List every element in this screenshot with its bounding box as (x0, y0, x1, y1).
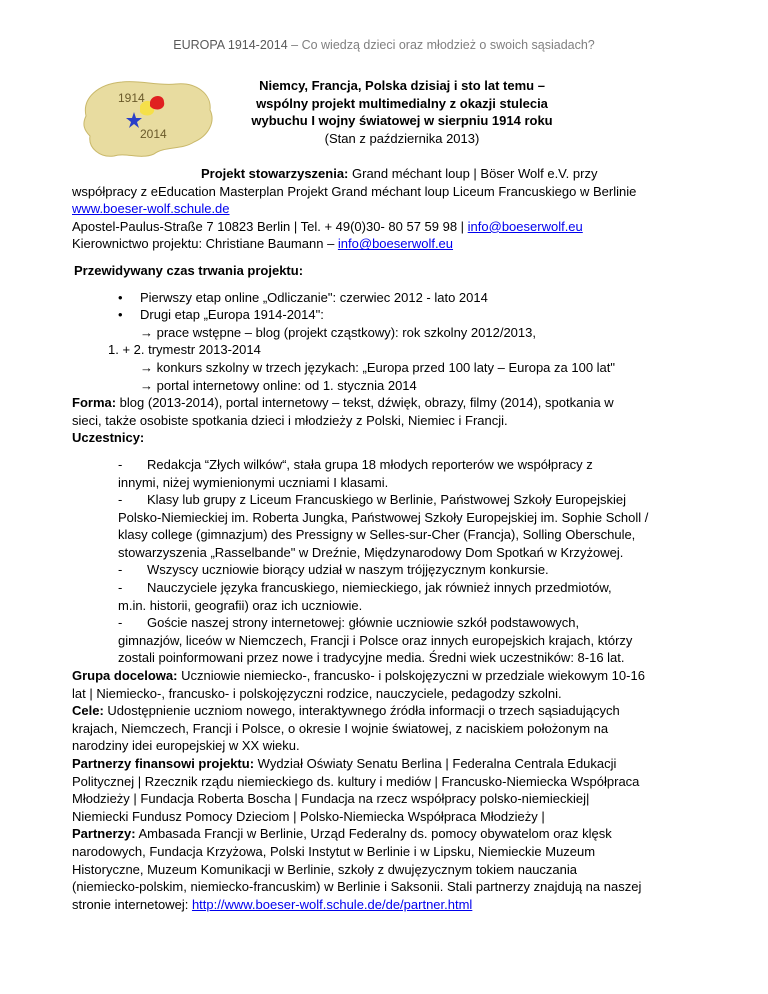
duration-bullet-1: • Pierwszy etap online „Odliczanie": czerwiec 2012 - lato 2014 (72, 289, 704, 307)
participant-item-cont: m.in. historii, geografii) oraz ich uczniowie. (118, 597, 363, 613)
title-line-1: Niemcy, Francja, Polska dzisiaj i sto lat temu – (259, 78, 545, 93)
form-text-2: sieci, także osobiste spotkania dzieci i młodzieży z Polski, Niemiec i Francji. (72, 412, 508, 428)
duration-arrow-2: → konkurs szkolny w trzech językach: „Europa przed 100 laty – Europa za 100 lat" (140, 359, 616, 375)
partners-link-line (72, 896, 704, 914)
partners-text-4: (niemiecko-polskim, niemiecko-francuskim) w Berlinie i Saksonii. Stali partnerzy znajdują na naszej (72, 879, 642, 895)
goal-label: Cele: (72, 703, 104, 719)
duration-bullet-2: • Drugi etap „Europa 1914-2014": (72, 306, 704, 324)
project-label: Projekt stowarzyszenia: (201, 166, 349, 181)
participant-item: - Goście naszej strony internetowej: głównie uczniowie szkół podstawowych, (118, 615, 580, 631)
website-link[interactable]: www.boeser-wolf.schule.de (72, 201, 230, 217)
participant-item-cont: stowarzyszenia „Rasselbande" w Dreźnie, Międzynarodowy Dom Spotkań w Krzyżowej. (118, 544, 624, 560)
email-link-2[interactable]: info@boeserwolf.eu (337, 236, 454, 252)
partners-text-3: Historyczne, Muzeum Komunikacji w Berlinie, szkoły z dwujęzycznym tokiem nauczania (72, 861, 578, 877)
address-text: Apostel-Paulus-Straße 7 10823 Berlin | Tel. + 49(0)30- 80 57 59 98 | (72, 218, 468, 234)
title-line-2: wspólny projekt multimedialny z okazji stulecia (256, 95, 548, 111)
participant-item-cont: zostali poinformowani przez nowe i tradycyjne media. Średni wiek uczestników: 8-16 lat. (118, 650, 625, 666)
funding-text-1: Wydział Oświaty Senatu Berlina | Federalna Centrala Edukacji (254, 756, 617, 771)
funding-label: Partnerzy finansowi projektu: (72, 756, 255, 771)
running-title-rest: – Co wiedzą dzieci oraz młodzież o swoich sąsiadach? (287, 38, 595, 52)
europe-map-shape (84, 82, 212, 157)
project-lead-text: Kierownictwo projektu: Christiane Baumann – (72, 236, 338, 252)
funding-text-4: Niemiecki Fundusz Pomocy Dzieciom | Polsko-Niemiecka Współpraca Młodzieży | (72, 808, 545, 824)
participants-label: Uczestnicy: (72, 430, 145, 446)
project-lead-line (72, 235, 704, 253)
participant-item: - Redakcja “Złych wilków“, stała grupa 18 młodych reporterów we współpracy z (118, 456, 593, 472)
participant-item: - Wszyscy uczniowie biorący udział w naszym trójjęzycznym konkursie. (118, 562, 549, 578)
address-line (72, 218, 704, 236)
funding-line (72, 755, 704, 773)
goal-text-1: Udostępnienie uczniom nowego, interaktywnego źródła informacji o trzech sąsiadujących (103, 703, 620, 719)
duration-cont-1: 1. + 2. trymestr 2013-2014 (108, 342, 261, 358)
participant-item-cont: innymi, niżej wymienionymi uczniami I klasami. (118, 474, 389, 490)
title-date: (Stan z października 2013) (324, 130, 480, 146)
running-header (0, 38, 768, 52)
partners-text-2: narodowych, Fundacja Krzyżowa, Polski Instytut w Berlinie i w Lipsku, Niemieckie Muzeum (72, 843, 596, 859)
partners-text-1: Ambasada Francji w Berlinie, Urząd Federalny ds. pomocy obywatelom oraz klęsk (135, 826, 612, 842)
participant-item: - Klasy lub grupy z Liceum Francuskiego w Berlinie, Państwowej Szkoły Europejskiej (118, 492, 627, 508)
duration-arrow-1: → prace wstępne – blog (projekt cząstkowy): rok szkolny 2012/2013, (140, 324, 536, 340)
duration-arrow-3: → portal internetowy online: od 1. stycznia 2014 (140, 377, 417, 393)
form-label: Forma: (72, 395, 117, 411)
logo-year-bottom: 2014 (140, 127, 167, 141)
goal-text-3: narodziny idei europejskiej w XX wieku. (72, 738, 300, 754)
document-body (72, 165, 704, 913)
europe-logo (78, 76, 218, 160)
logo-year-top: 1914 (118, 91, 145, 105)
goal-line (72, 702, 704, 720)
project-text-2: współpracy z eEducation Masterplan Projekt Grand méchant loup Liceum Francuskiego w Berlinie (72, 183, 637, 199)
participants-list (72, 456, 704, 667)
project-text-1: Grand méchant loup | Böser Wolf e.V. przy (348, 166, 598, 181)
project-line (72, 165, 704, 183)
form-text-1: blog (2013-2014), portal internetowy – tekst, dźwięk, obrazy, filmy (2014), spotkania w (116, 395, 614, 411)
participant-item: - Nauczyciele języka francuskiego, niemieckiego, jak również innych przedmiotów, (118, 580, 612, 596)
funding-text-2: Politycznej | Rzecznik rządu niemieckiego ds. kultury i mediów | Francusko-Niemiecka Współpraca (72, 773, 640, 789)
partners-text-5: stronie internetowej: (72, 896, 192, 912)
target-text-1: Uczniowie niemiecko-, francusko- i polskojęzyczni w przedziale wiekowym 10-16 (177, 668, 645, 684)
target-text-2: lat | Niemiecko-, francusko- i polskojęzyczni rodzice, nauczyciele, pedagodzy szkolni. (72, 685, 562, 701)
title-line-3: wybuchu I wojny światowej w sierpniu 1914 roku (251, 113, 553, 128)
partners-label: Partnerzy: (72, 826, 136, 842)
participant-item-cont: gimnazjów, liceów w Niemczech, Francji i Polsce oraz innych europejskich krajach, którzy (118, 632, 633, 648)
partners-line (72, 825, 704, 843)
target-label: Grupa docelowa: (72, 668, 178, 684)
participant-item-cont: Polsko-Niemieckiej im. Roberta Jungka, Państwowej Szkoły Europejskiej im. Sophie Scholl / (118, 509, 649, 525)
partners-link[interactable]: http://www.boeser-wolf.schule.de/de/partner.html (191, 896, 473, 912)
funding-text-3: Młodzieży | Fundacja Roberta Boscha | Fundacja na rzecz współpracy polsko-niemieckiej| (72, 791, 590, 807)
form-line (72, 394, 704, 412)
running-title-bold: EUROPA 1914-2014 (173, 38, 288, 52)
document-title (232, 77, 572, 147)
participant-item-cont: klasy college (gimnazjum) des Pressigny w Selles-sur-Cher (Francja), Solling Oberschule, (118, 527, 636, 543)
goal-text-2: krajach, Niemczech, Francji i Polsce, o okresie I wojnie światowej, z naciskiem położonym na (72, 720, 609, 736)
duration-heading: Przewidywany czas trwania projektu: (74, 262, 304, 278)
email-link-1[interactable]: info@boeserwolf.eu (467, 218, 583, 234)
target-line (72, 667, 704, 685)
